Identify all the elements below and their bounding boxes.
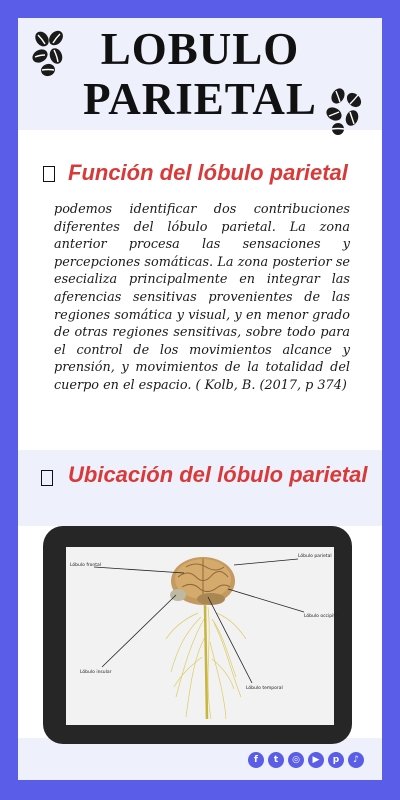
facebook-icon[interactable]: f [248, 752, 264, 768]
page-title-line-1: LOBULO [100, 24, 300, 74]
pinterest-icon[interactable]: p [328, 752, 344, 768]
section-heading-funcion: Función del lóbulo parietal [68, 160, 348, 185]
brain-illustration [66, 547, 340, 725]
label-occipital: Lóbulo occipital [304, 614, 340, 619]
label-temporal: Lóbulo temporal [246, 686, 283, 691]
missing-glyph-icon [41, 470, 53, 486]
section-body-text: podemos identificar dos contribuciones diferentes del lóbulo parietal. La zona anterior procesa las sensaciones y percepciones somáticas. La zona posterior se esecializa principalmente en integrar las aferencias sensitivas provenientes de las regiones somática y visual, y en menor grado de otras regiones sensitivas, sobre todo para el control de los movimientos alcance y prensión, y movimientos de la totalidad del cuerpo en el espacio. ( Kolb, B. (2017, p 374) [54, 202, 350, 393]
page-title-line-2: PARIETAL [83, 74, 317, 124]
figure-frame [43, 526, 352, 744]
section-heading-ubicacion: Ubicación del lóbulo parietal [68, 462, 368, 487]
youtube-icon[interactable]: ▶ [308, 752, 324, 768]
brain-figure [66, 547, 340, 725]
label-frontal: Lóbulo frontal [70, 563, 102, 568]
label-insular: Lóbulo insular [80, 670, 112, 675]
twitter-icon[interactable]: t [268, 752, 284, 768]
label-parietal: Lóbulo parietal [298, 554, 332, 559]
social-links [248, 752, 364, 768]
tiktok-icon[interactable]: ♪ [348, 752, 364, 768]
poster-card [18, 18, 382, 780]
instagram-icon[interactable]: ◎ [288, 752, 304, 768]
missing-glyph-icon [43, 166, 55, 182]
